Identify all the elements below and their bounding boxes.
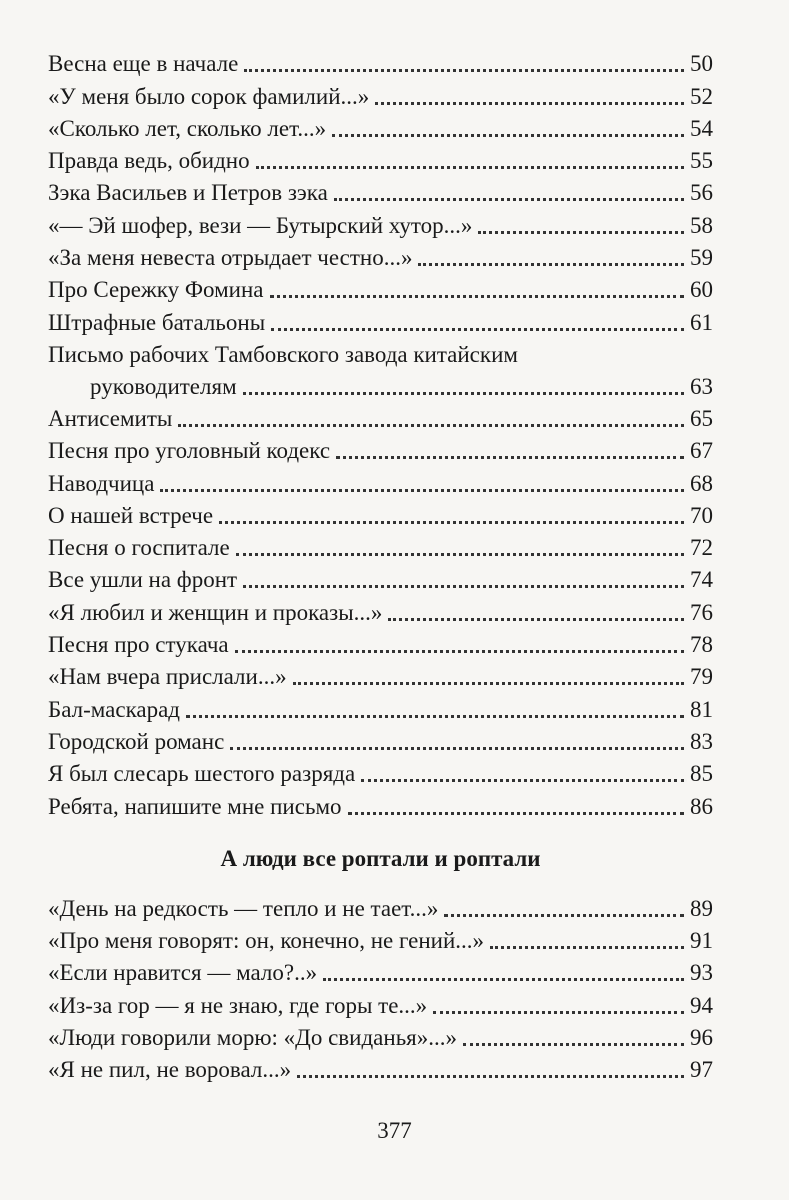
toc-entry-title: Песня про уголовный кодекс bbox=[48, 438, 331, 464]
dot-leader bbox=[418, 263, 684, 266]
dot-leader bbox=[361, 779, 684, 782]
toc-entry bbox=[48, 498, 713, 530]
dot-leader bbox=[444, 914, 684, 917]
table-of-contents bbox=[48, 46, 713, 1084]
toc-entry bbox=[48, 207, 713, 239]
toc-entry bbox=[48, 1052, 713, 1084]
toc-entry-page: 72 bbox=[690, 535, 713, 561]
toc-entry bbox=[48, 923, 713, 955]
toc-entry-title: «Нам вчера прислали...» bbox=[48, 664, 287, 690]
dot-leader bbox=[270, 295, 684, 298]
toc-entry-title: Городской романс bbox=[48, 728, 225, 754]
toc-entry-title: «День на редкость — тепло и не тает...» bbox=[48, 895, 439, 921]
dot-leader bbox=[244, 69, 684, 72]
dot-leader bbox=[178, 424, 684, 427]
toc-entry-title-line2: руководителям bbox=[90, 373, 237, 399]
toc-entry-page: 70 bbox=[690, 502, 713, 528]
toc-entry-title: Ребята, напишите мне письмо bbox=[48, 793, 342, 819]
toc-entry-title: «— Эй шофер, вези — Бутырский хутор...» bbox=[48, 212, 473, 238]
toc-entry-page: 61 bbox=[690, 309, 713, 335]
toc-entry bbox=[48, 433, 713, 465]
dot-leader bbox=[160, 489, 684, 492]
toc-entry-page: 54 bbox=[690, 115, 713, 141]
dot-leader bbox=[297, 1075, 684, 1078]
toc-entry-page: 79 bbox=[690, 664, 713, 690]
toc-entry bbox=[48, 1020, 713, 1052]
toc-group-2 bbox=[48, 401, 713, 821]
dot-leader bbox=[433, 1011, 684, 1014]
toc-entry bbox=[48, 175, 713, 207]
toc-entry bbox=[48, 627, 713, 659]
toc-entry-title-line1: Письмо рабочих Тамбовского завода китайским bbox=[48, 341, 518, 367]
toc-entry bbox=[48, 111, 713, 143]
toc-entry-page: 58 bbox=[690, 212, 713, 238]
toc-entry-page: 59 bbox=[690, 245, 713, 271]
toc-entry bbox=[48, 562, 713, 594]
dot-leader bbox=[490, 946, 684, 949]
toc-entry-title: Наводчица bbox=[48, 470, 155, 496]
toc-entry-title: «Я не пил, не воровал...» bbox=[48, 1057, 292, 1083]
toc-entry bbox=[48, 724, 713, 756]
toc-entry-page: 83 bbox=[690, 728, 713, 754]
dot-leader bbox=[219, 521, 684, 524]
dot-leader bbox=[236, 553, 684, 556]
dot-leader bbox=[186, 715, 684, 718]
toc-entry-title: Штрафные батальоны bbox=[48, 309, 266, 335]
dot-leader bbox=[336, 456, 684, 459]
toc-entry bbox=[48, 240, 713, 272]
section-heading: А люди все роптали и роптали bbox=[220, 845, 541, 871]
toc-entry-page: 97 bbox=[690, 1057, 713, 1083]
toc-entry-title: «Из-за гор — я не знаю, где горы те...» bbox=[48, 992, 428, 1018]
toc-entry-page: 85 bbox=[690, 761, 713, 787]
toc-entry bbox=[48, 788, 713, 820]
toc-entry bbox=[48, 337, 713, 401]
toc-entry-page: 68 bbox=[690, 470, 713, 496]
toc-entry-title: «Люди говорили морю: «До свиданья»...» bbox=[48, 1025, 458, 1051]
toc-entry-page: 63 bbox=[690, 373, 713, 399]
toc-entry-title: Песня про стукача bbox=[48, 632, 229, 658]
toc-entry bbox=[48, 401, 713, 433]
dot-leader bbox=[243, 392, 684, 395]
toc-entry-page: 56 bbox=[690, 180, 713, 206]
toc-entry-title: Про Сережку Фомина bbox=[48, 277, 264, 303]
toc-entry-page: 78 bbox=[690, 632, 713, 658]
toc-entry bbox=[48, 304, 713, 336]
toc-entry bbox=[48, 465, 713, 497]
dot-leader bbox=[463, 1043, 684, 1046]
toc-entry bbox=[48, 78, 713, 110]
toc-entry-title: Зэка Васильев и Петров зэка bbox=[48, 180, 328, 206]
dot-leader bbox=[388, 618, 684, 621]
toc-entry bbox=[48, 891, 713, 923]
toc-entry-title: Весна еще в начале bbox=[48, 51, 239, 77]
toc-group-3 bbox=[48, 891, 713, 1085]
toc-entry-title: Песня о госпитале bbox=[48, 535, 230, 561]
toc-entry-page: 76 bbox=[690, 599, 713, 625]
dot-leader bbox=[256, 166, 684, 169]
toc-entry-page: 81 bbox=[690, 696, 713, 722]
dot-leader bbox=[235, 650, 684, 653]
toc-entry-page: 50 bbox=[690, 51, 713, 77]
toc-entry bbox=[48, 756, 713, 788]
toc-entry-title: «Я любил и женщин и проказы...» bbox=[48, 599, 383, 625]
dot-leader bbox=[348, 812, 685, 815]
toc-entry-page: 96 bbox=[690, 1025, 713, 1051]
toc-entry-title: «Сколько лет, сколько лет...» bbox=[48, 115, 327, 141]
dot-leader bbox=[332, 134, 684, 137]
dot-leader bbox=[478, 231, 684, 234]
toc-entry-page: 91 bbox=[690, 928, 713, 954]
toc-entry bbox=[48, 987, 713, 1019]
toc-entry-title: Бал-маскарад bbox=[48, 696, 181, 722]
toc-entry-title: «Про меня говорят: он, конечно, не гений...» bbox=[48, 928, 485, 954]
toc-entry-page: 67 bbox=[690, 438, 713, 464]
toc-entry bbox=[48, 594, 713, 626]
toc-entry bbox=[48, 955, 713, 987]
toc-entry-page: 89 bbox=[690, 895, 713, 921]
toc-entry bbox=[48, 46, 713, 78]
toc-entry-page: 74 bbox=[690, 567, 713, 593]
toc-entry bbox=[48, 143, 713, 175]
dot-leader bbox=[293, 682, 684, 685]
dot-leader bbox=[271, 328, 684, 331]
dot-leader bbox=[230, 747, 684, 750]
toc-entry bbox=[48, 530, 713, 562]
toc-entry-page: 65 bbox=[690, 405, 713, 431]
dot-leader bbox=[323, 978, 684, 981]
toc-entry-page: 55 bbox=[690, 148, 713, 174]
toc-entry-title: О нашей встрече bbox=[48, 502, 214, 528]
toc-entry bbox=[48, 659, 713, 691]
toc-entry-title: Все ушли на фронт bbox=[48, 567, 238, 593]
toc-entry-title: «Если нравится — мало?..» bbox=[48, 960, 318, 986]
toc-entry-title: «За меня невеста отрыдает честно...» bbox=[48, 245, 413, 271]
dot-leader bbox=[375, 102, 684, 105]
page-number: 377 bbox=[377, 1118, 412, 1143]
toc-entry bbox=[48, 272, 713, 304]
toc-entry-title: Я был слесарь шестого разряда bbox=[48, 761, 356, 787]
dot-leader bbox=[243, 585, 684, 588]
toc-entry-title: Правда ведь, обидно bbox=[48, 148, 250, 174]
toc-group-1 bbox=[48, 46, 713, 337]
dot-leader bbox=[334, 198, 684, 201]
toc-entry-page: 93 bbox=[690, 960, 713, 986]
toc-entry bbox=[48, 691, 713, 723]
toc-entry-page: 86 bbox=[690, 793, 713, 819]
toc-entry-title: Антисемиты bbox=[48, 405, 173, 431]
toc-entry-title: «У меня было сорок фамилий...» bbox=[48, 83, 370, 109]
toc-entry-page: 94 bbox=[690, 992, 713, 1018]
toc-entry-page: 60 bbox=[690, 277, 713, 303]
toc-entry-page: 52 bbox=[690, 83, 713, 109]
